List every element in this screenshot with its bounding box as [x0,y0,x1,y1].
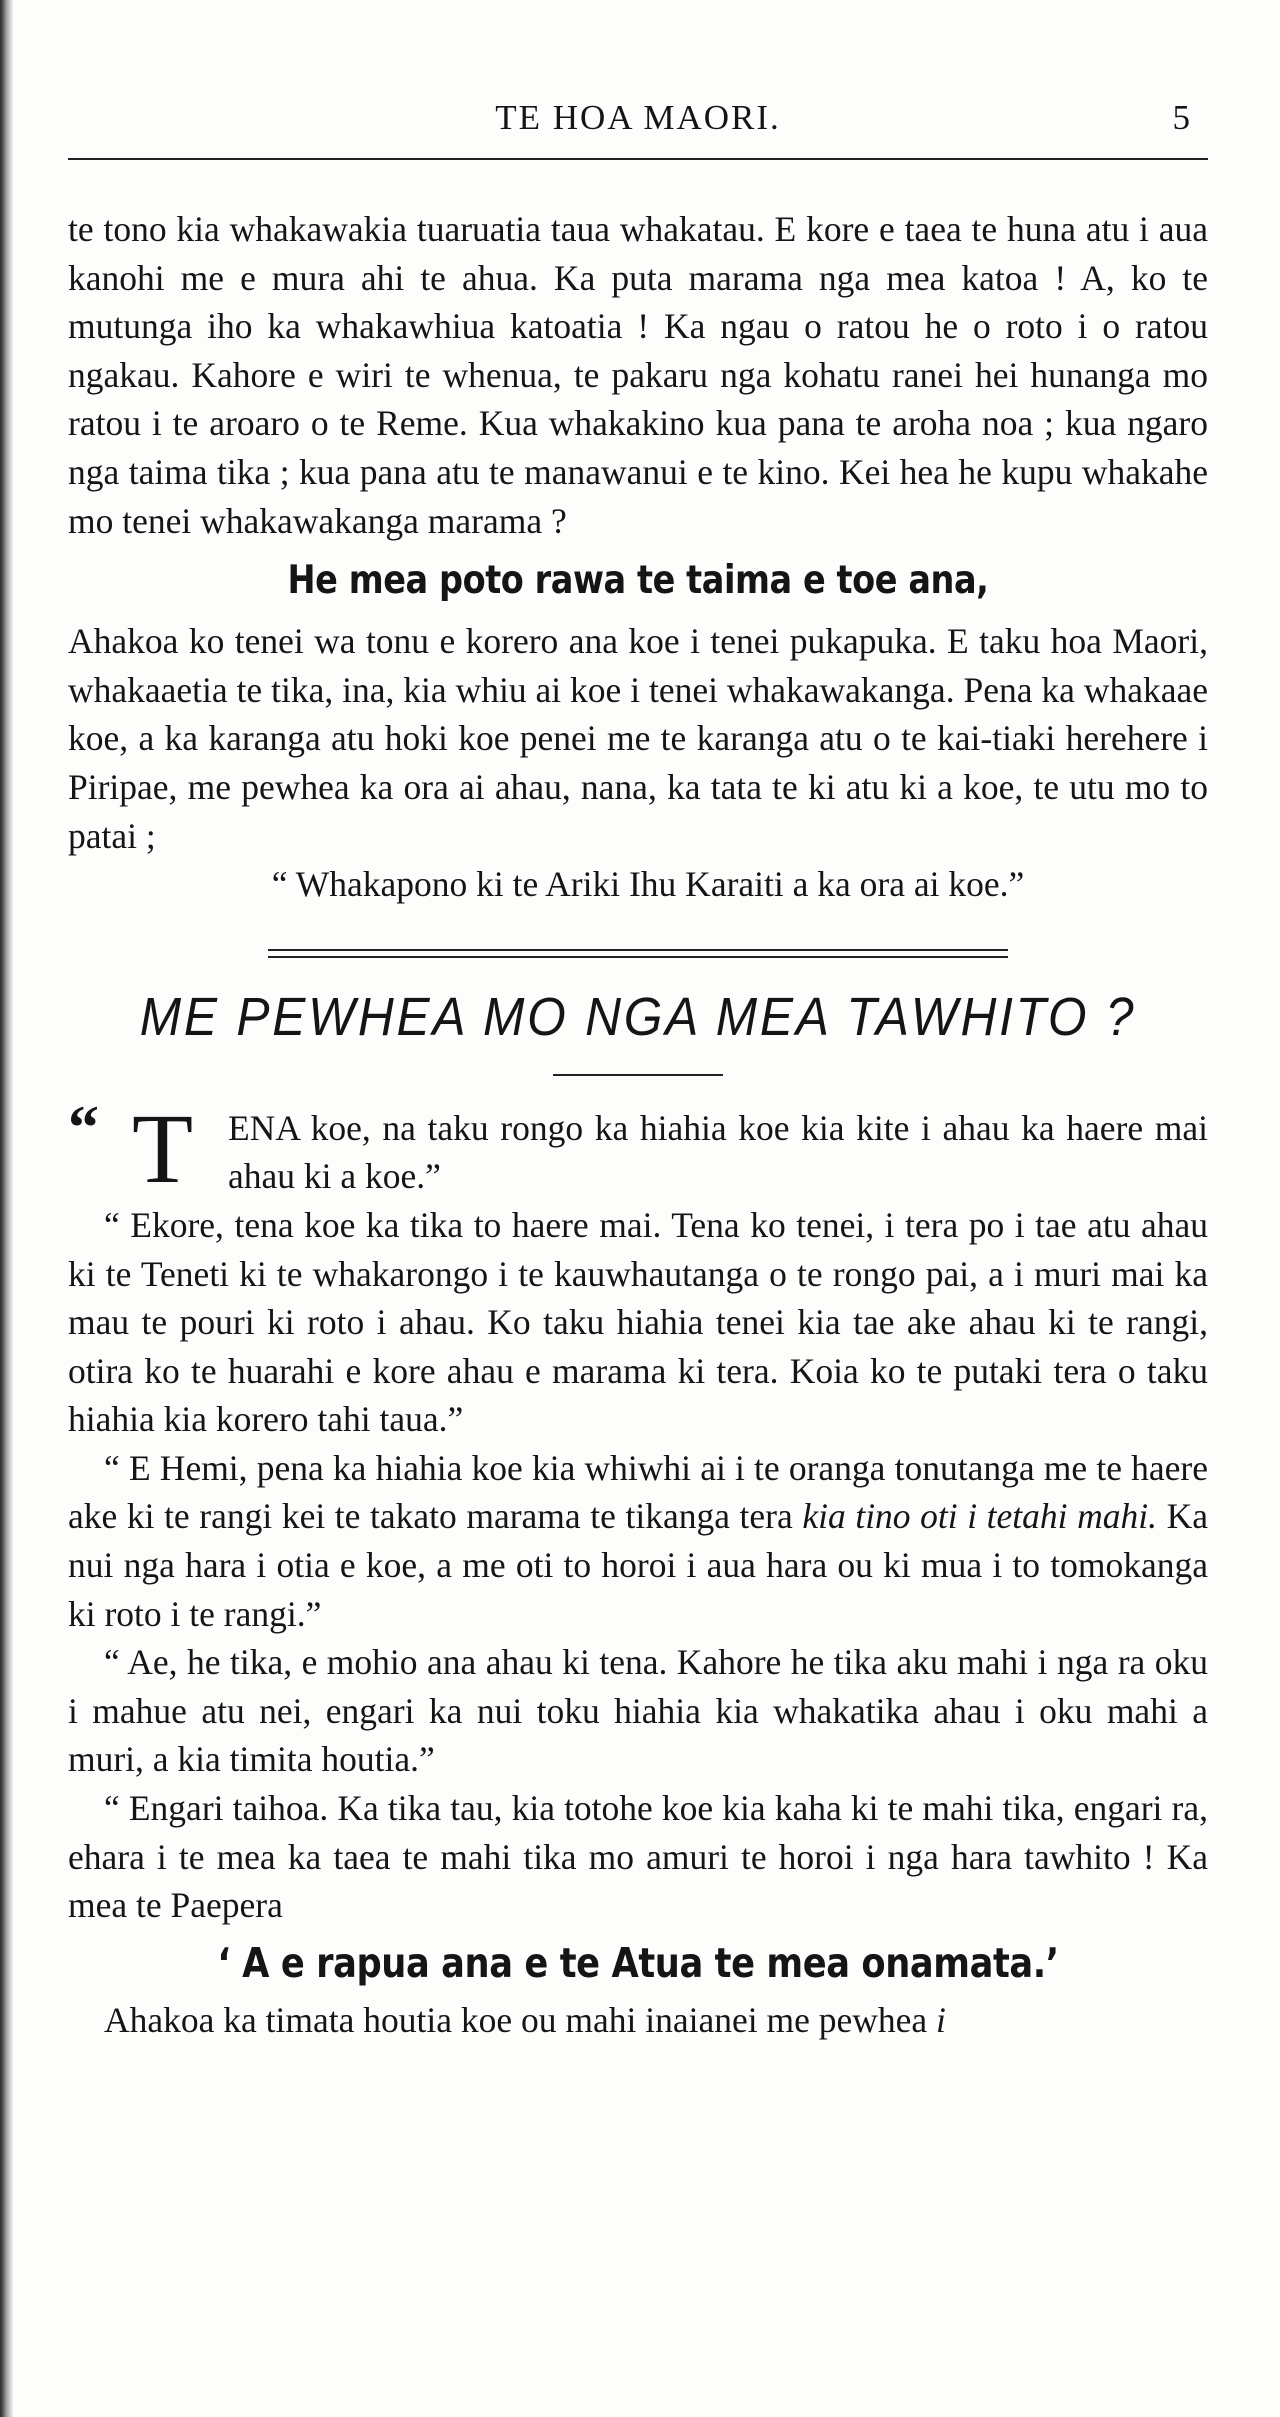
paragraph-text: Ka nui nga hara i otia e koe, a me oti to horoi i aua hara ou ki mua i to tomokanga ki roto i te rangi.” [68,1496,1208,1634]
dropcap-paragraph [68,1092,1208,1204]
continued-paragraph: te tono kia whakawakia tuaruatia taua whakatau. E kore e taea te huna atu i aua kanohi me e mura ahi te ahua. Ka puta marama nga mea katoa ! A, ko te mutunga iho ka whakawhiua katoatia ! Ka ngau o ratou he o roto i o ratou ngakau. Kahore e wiri te whenua, te pakaru nga kohatu ranei hei hunanga mo ratou i te aroaro o te Reme. Kua whakakino kua pana te aroha noa ; kua ngaro nga taima tika ; kua pana atu te manawanui e te kino. Kei hea he kupu whakahe mo tenei whakawakanga marama ? [68,209,1208,541]
scripture-heading: ‘ A e rapua ana e te Atua te mea onamata.’ [217,1938,1059,1987]
paragraph: “ Ae, he tika, e mohio ana ahau ki tena. Kahore he tika aku mahi i nga ra oku i mahue atu nei, engari ka nui toku hiahia kia whakatika ahau i oku mahi a muri, a kia timita houtia.” [68,1642,1208,1780]
paragraph-text: Ahakoa ka timata houtia koe ou mahi inaianei me pewhea [104,1999,936,2040]
drop-cap-letter: T [132,1092,194,1204]
italic-word: i [935,1999,946,2040]
page-body [68,205,1208,2044]
paragraph: Ahakoa ko tenei wa tonu e korero ana koe i tenei pukapuka. E taku hoa Maori, whakaaetia te tika, ina, kia whiu ai koe i tenei whakawakanga. Pena ka whakaae koe, a ka karanga atu hoki koe penei me te karanga atu o te kai-tiaki herehere i Piripae, me pewhea ka ora ai ahau, nana, ka tata te ki atu ki a koe, te utu mo to patai ; [68,621,1208,856]
section-heading: He mea poto rawa te taima e toe ana, [287,558,989,604]
short-rule [553,1074,723,1076]
scan-binding-edge [0,0,14,2417]
paragraph-text: “ E Hemi, pena ka hiahia koe kia whiwhi ai i te oranga tonutanga me te haere ake ki te rangi kei te takato marama te tikanga tera [68,1447,1208,1537]
paragraph: “ Engari taihoa. Ka tika tau, kia totohe koe kia kaha ki te mahi tika, engari ra, ehara i te mea ka taea te mahi tika mo amuri te horoi i nga hara tawhito ! Ka mea te Paepera [68,1788,1208,1926]
page-header [68,98,1208,148]
opening-quote-mark: “ [68,1093,99,1162]
page-number: 5 [1172,98,1190,137]
paragraph: “ Ekore, tena koe ka tika to haere mai. Tena ko tenei, i tera po i tae atu ahau ki te Teneti ki te whakarongo i te kauwhautanga o te rongo pai, a i muri mai ka mau te pouri ki roto i ahau. Ko taku hiahia tenei kia tae ake ahau ki te rangi, otira ko te huarahi e kore ahau e marama ki tera. Koia ko te putaki tera o taku hiahia kia korero tahi taua.” [68,1204,1208,1440]
italic-phrase: kia tino oti i tetahi mahi. [802,1496,1157,1537]
article-title: ME PEWHEA MO NGA MEA TAWHITO ? [139,986,1137,1047]
double-rule-divider [268,949,1008,958]
paragraph [68,1444,1208,1638]
scripture-quote: “ Whakapono ki te Ariki Ihu Karaiti a ka ora ai koe.” [271,864,1025,905]
paragraph-text: ENA koe, na taku rongo ka hiahia koe kia kite i ahau ka haere mai ahau ki a koe.” [228,1107,1208,1197]
paragraph [68,1996,1208,2045]
header-rule [68,158,1208,160]
running-title: TE HOA MAORI. [495,98,781,137]
